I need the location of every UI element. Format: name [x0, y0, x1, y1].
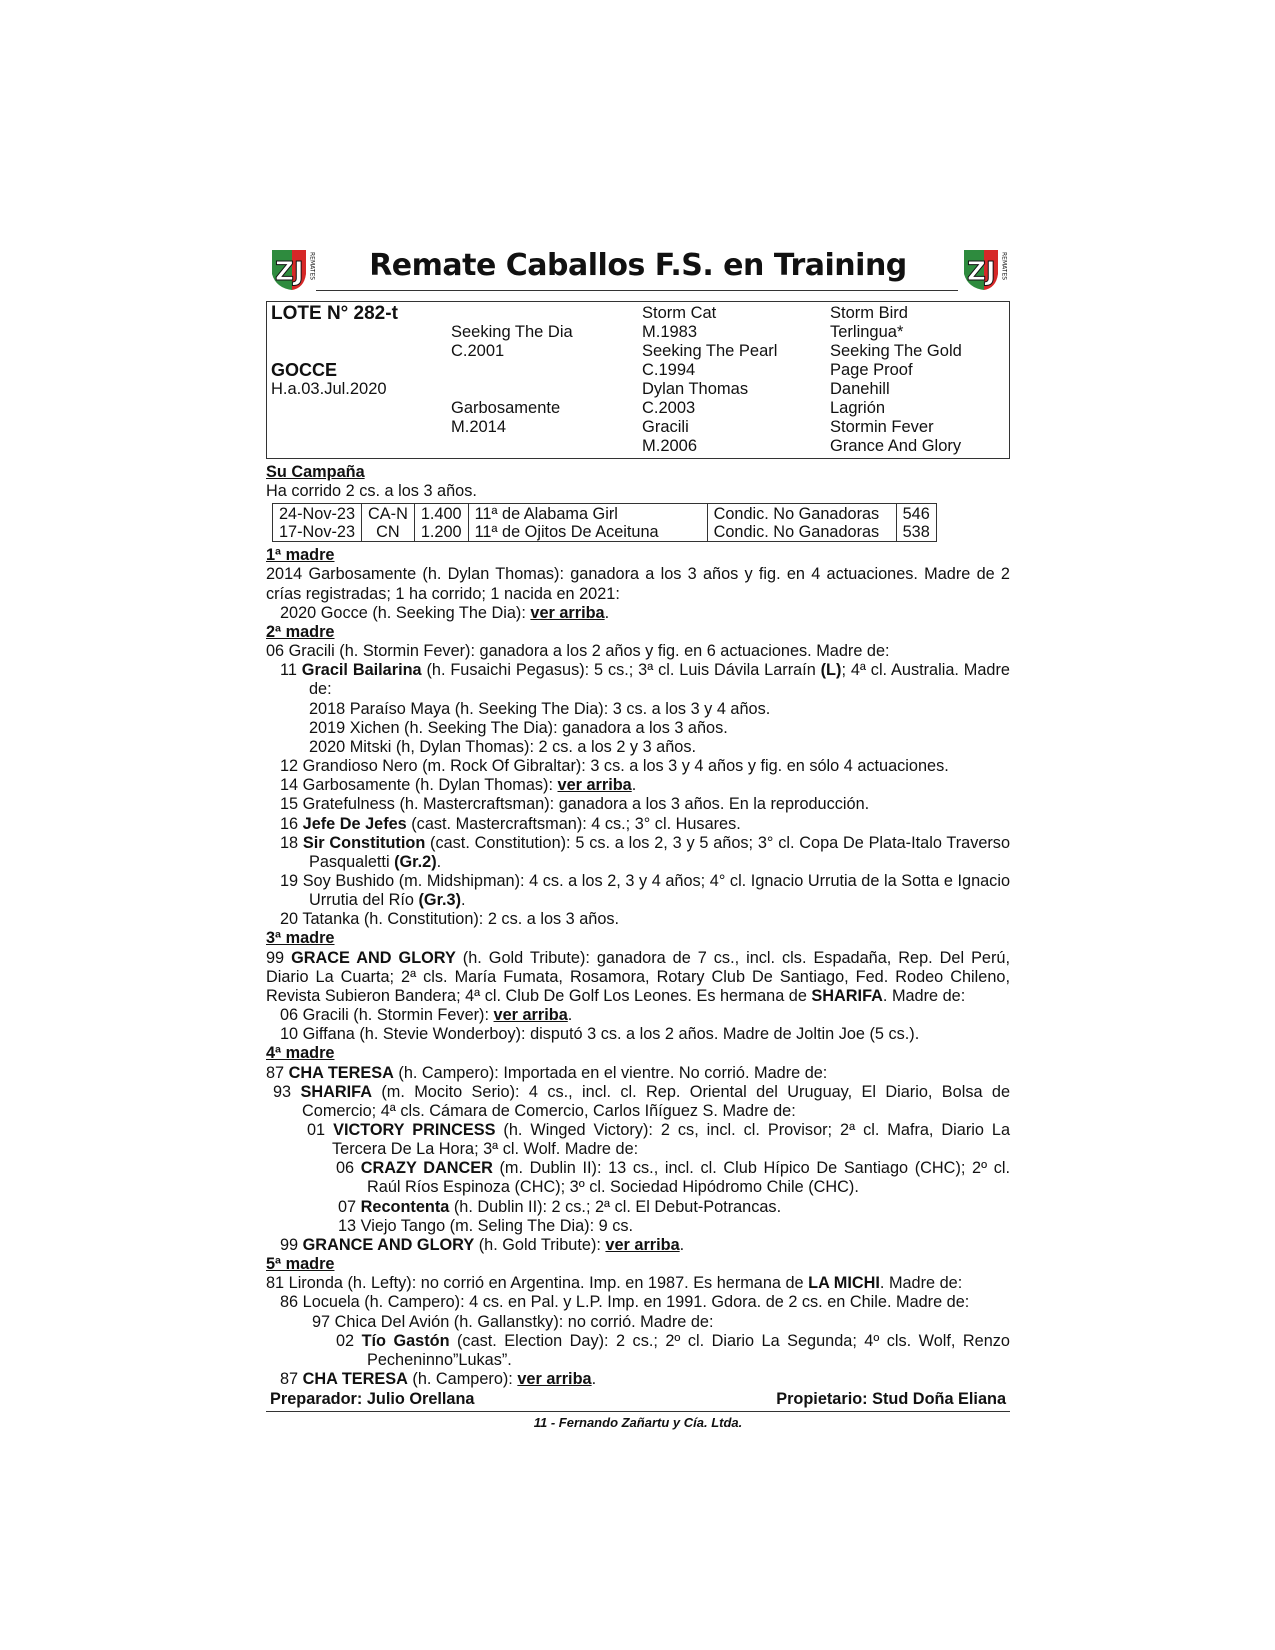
section-heading: 3ª madre	[266, 929, 335, 948]
family-entry: 06 CRAZY DANCER (m. Dublin II): 13 cs., incl. cl. Club Hípico De Santiago (CHC); 2º cl. Raúl Ríos Espinoza (CHC); 3º cl. Sociedad Hipódromo Chile (CHC).	[336, 1159, 1010, 1197]
pedigree-cell: Seeking The Gold	[830, 342, 962, 360]
campaign-section	[266, 463, 1010, 501]
family-entry: 2019 Xichen (h. Seeking The Dia): ganadora a los 3 años.	[309, 718, 728, 737]
family-entry: 13 Viejo Tango (m. Seling The Dia): 9 cs.	[338, 1216, 634, 1235]
family-entry: 2020 Gocce (h. Seeking The Dia): ver arriba.	[280, 603, 610, 622]
family-entry: 99 GRACE AND GLORY (h. Gold Tribute): ganadora de 7 cs., incl. cls. Espadaña, Rep. Del Perú, Diario La Cuarta; 2ª cls. María Fumata, Rosamora, Rotary Club De Santiago, Fed. Rodeo Chileno, Revista Subieron Bandera; 4ª cl. Club De Golf Los Leones. Es hermana de SHARIFA. Madre de:	[266, 948, 1010, 1005]
family-entry: 12 Grandioso Nero (m. Rock Of Gibraltar): 3 cs. a los 3 y 4 años y fig. en sólo 4 actuaciones.	[280, 757, 949, 776]
races-table	[272, 503, 937, 542]
pedigree-cell: Grance And Glory	[830, 437, 962, 455]
family-entry: 07 Recontenta (h. Dublin II): 2 cs.; 2ª cl. El Debut-Potrancas.	[338, 1197, 782, 1216]
horse-info: H.a.03.Jul.2020	[271, 380, 387, 398]
pedigree-parents-column	[451, 304, 573, 437]
family-entry: 16 Jefe De Jefes (cast. Mastercraftsman): 4 cs.; 3° cl. Husares.	[280, 814, 741, 833]
pedigree-cell: Page Proof	[830, 361, 913, 379]
family-entry: 97 Chica Del Avión (h. Gallanstky): no corrió. Madre de:	[312, 1312, 714, 1331]
family-entry: 87 CHA TERESA (h. Campero): ver arriba.	[280, 1370, 597, 1389]
ver-arriba-link[interactable]: ver arriba	[605, 1235, 680, 1254]
race-condition: Condic. No Ganadoras	[707, 504, 896, 524]
svg-text:ZJ: ZJ	[275, 257, 304, 287]
remates-logo-left	[266, 244, 318, 294]
page-title: Remate Caballos F.S. en Training	[369, 248, 907, 283]
family-entry: 86 Locuela (h. Campero): 4 cs. en Pal. y L.P. Imp. en 1991. Gdora. de 2 cs. en Chile. Madre de:	[280, 1293, 970, 1312]
ver-arriba-link[interactable]: ver arriba	[493, 1006, 568, 1025]
pedigree-cell: M.1983	[642, 323, 698, 341]
pedigree-cell: Seeking The Pearl	[642, 342, 778, 360]
remates-logo-right	[958, 244, 1010, 294]
family-entry: 10 Giffana (h. Stevie Wonderboy): disputó 3 cs. a los 2 años. Madre de Joltin Joe (5 cs.).	[280, 1025, 920, 1044]
section-heading: 2ª madre	[266, 622, 335, 641]
svg-text:REMATES: REMATES	[1000, 252, 1008, 281]
pedigree-cell: Terlingua*	[830, 323, 904, 341]
family-entry: 14 Garbosamente (h. Dylan Thomas): ver arriba.	[280, 776, 637, 795]
family-entry: 01 VICTORY PRINCESS (h. Winged Victory): 2 cs, incl. cl. Provisor; 2ª cl. Mafra, Diario La Tercera De La Hora; 3ª cl. Wolf. Madre de:	[307, 1121, 1010, 1159]
race-distance: 1.200	[414, 523, 468, 542]
footer-rule	[266, 1411, 1010, 1412]
family-entry: 81 Lironda (h. Lefty): no corrió en Argentina. Imp. en 1987. Es hermana de LA MICHI. Madre de:	[266, 1274, 963, 1293]
family-entry: 11 Gracil Bailarina (h. Fusaichi Pegasus): 5 cs.; 3ª cl. Luis Dávila Larraín (L); 4ª cl. Australia. Madre de:	[280, 661, 1010, 699]
pedigree-cell: Gracili	[642, 418, 689, 436]
race-number: 538	[896, 523, 936, 542]
family-entry: 15 Gratefulness (h. Mastercraftsman): ganadora a los 3 años. En la reproducción.	[280, 795, 870, 814]
race-condition: Condic. No Ganadoras	[707, 523, 896, 542]
ver-arriba-link[interactable]: ver arriba	[530, 603, 605, 622]
ver-arriba-link[interactable]: ver arriba	[557, 776, 632, 795]
table-row	[273, 504, 937, 524]
family-section	[266, 546, 1010, 1389]
family-entry: 2020 Mitski (h, Dylan Thomas): 2 cs. a los 2 y 3 años.	[309, 737, 696, 756]
family-entry: 99 GRANCE AND GLORY (h. Gold Tribute): ver arriba.	[280, 1235, 685, 1254]
race-result: 11ª de Ojitos De Aceituna	[468, 523, 707, 542]
pedigree-cell: C.2003	[642, 399, 696, 417]
pedigree-cell: Danehill	[830, 380, 890, 398]
header	[266, 244, 1010, 296]
family-entry: 93 SHARIFA (m. Mocito Serio): 4 cs., incl. cl. Rep. Oriental del Uruguay, El Diario, Bolsa de Comercio; 4ª cls. Cámara de Comercio, Carlos Iñíguez S. Madre de:	[273, 1082, 1010, 1120]
svg-text:ZJ: ZJ	[967, 257, 996, 287]
dam-info: M.2014	[451, 418, 507, 436]
dam-name: Garbosamente	[451, 399, 561, 417]
svg-text:REMATES: REMATES	[308, 252, 316, 281]
title-underline	[316, 290, 958, 291]
family-entry: 06 Gracili (h. Stormin Fever): ganadora a los 2 años y fig. en 6 actuaciones. Madre de:	[266, 642, 890, 661]
pedigree-cell: Dylan Thomas	[642, 380, 749, 398]
family-entry: 20 Tatanka (h. Constitution): 2 cs. a los 3 años.	[280, 910, 620, 929]
horse-name: GOCCE	[271, 360, 338, 380]
ver-arriba-link[interactable]: ver arriba	[517, 1370, 592, 1389]
sire-info: C.2001	[451, 342, 505, 360]
pedigree-grandparents-column	[642, 304, 777, 456]
pedigree-cell: Lagrión	[830, 399, 886, 417]
family-entry: 2018 Paraíso Maya (h. Seeking The Dia): 3 cs. a los 3 y 4 años.	[309, 699, 771, 718]
pedigree-box	[266, 301, 1010, 459]
family-entry: 87 CHA TERESA (h. Campero): Importada en el vientre. No corrió. Madre de:	[266, 1063, 828, 1082]
pedigree-cell: Storm Bird	[830, 304, 908, 322]
race-result: 11ª de Alabama Girl	[468, 504, 707, 524]
race-date: 24-Nov-23	[279, 505, 356, 524]
campaign-summary: Ha corrido 2 cs. a los 3 años.	[266, 482, 477, 501]
page	[266, 244, 1010, 1430]
section-heading: 1ª madre	[266, 546, 335, 565]
section-heading: 4ª madre	[266, 1044, 335, 1063]
pedigree-cell: M.2006	[642, 437, 698, 455]
family-entry: 18 Sir Constitution (cast. Constitution): 5 cs. a los 2, 3 y 5 años; 3° cl. Copa De Plata-Italo Traverso Pasqualetti (Gr.2).	[280, 833, 1011, 871]
pedigree-cell: Stormin Fever	[830, 418, 934, 436]
pedigree-cell: C.1994	[642, 361, 696, 379]
race-distance: 1.400	[414, 504, 468, 524]
preparador-label: Preparador: Julio Orellana	[270, 1390, 475, 1409]
race-track: CA-N	[362, 504, 415, 524]
pedigree-cell: Storm Cat	[642, 304, 717, 322]
lote-number: LOTE N° 282-t	[271, 303, 398, 324]
family-entry: 19 Soy Bushido (m. Midshipman): 4 cs. a los 2, 3 y 4 años; 4° cl. Ignacio Urrutia de la Sotta e Ignacio Urrutia del Río (Gr.3).	[280, 871, 1010, 910]
campaign-heading: Su Campaña	[266, 463, 365, 481]
pedigree-great-grandparents-column	[830, 304, 962, 456]
family-entry: 06 Gracili (h. Stormin Fever): ver arriba.	[280, 1006, 573, 1025]
race-track: CN	[362, 523, 415, 542]
race-date: 17-Nov-23	[279, 523, 356, 542]
family-entry: 02 Tío Gastón (cast. Election Day): 2 cs.; 2º cl. Diario La Segunda; 4º cls. Wolf, Renzo Pecheninno”Lukas”.	[336, 1331, 1010, 1369]
family-entry: 2014 Garbosamente (h. Dylan Thomas): ganadora a los 3 años y fig. en 4 actuaciones. Madre de 2 crías registradas; 1 ha corrido; 1 nacida en 2021:	[266, 565, 1010, 603]
sire-name: Seeking The Dia	[451, 323, 573, 341]
pedigree-horse-column	[271, 304, 441, 399]
propietario-label: Propietario: Stud Doña Eliana	[776, 1390, 1006, 1409]
race-number: 546	[896, 504, 936, 524]
footer-credits	[266, 1390, 1010, 1409]
section-heading: 5ª madre	[266, 1255, 335, 1274]
table-row	[273, 523, 937, 542]
page-footer: 11 - Fernando Zañartu y Cía. Ltda.	[533, 1415, 743, 1431]
